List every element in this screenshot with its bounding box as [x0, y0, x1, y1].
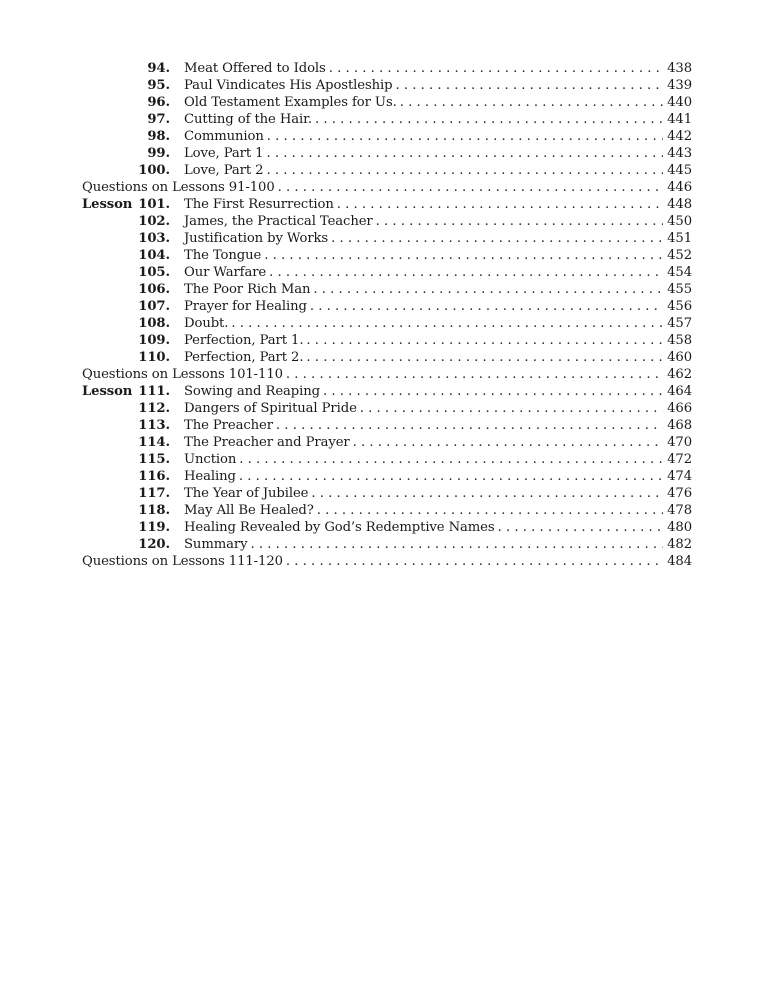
toc-leader-dots	[267, 128, 663, 145]
toc-page-number: 470	[667, 435, 692, 450]
toc-leader-dots	[239, 468, 663, 485]
toc-page-number: 451	[667, 231, 692, 246]
toc-lesson-prefix: Lesson	[82, 384, 133, 399]
toc-lesson-prefix: Lesson	[82, 197, 133, 212]
toc-lesson-title: Dangers of Spiritual Pride	[184, 401, 357, 416]
toc-lesson-row	[82, 383, 692, 400]
toc-lesson-row	[82, 315, 692, 332]
toc-page-number: 462	[667, 367, 692, 382]
toc-lesson-row	[82, 349, 692, 366]
toc-lesson-title: Love, Part 2	[184, 163, 264, 178]
toc-lesson-title: James, the Practical Teacher	[184, 214, 373, 229]
toc-page-number: 440	[667, 95, 692, 110]
toc-lesson-title: Old Testament Examples for Us.	[184, 95, 397, 110]
toc-lesson-number: 109.	[138, 333, 170, 348]
toc-page-number: 448	[667, 197, 692, 212]
toc-page-number: 468	[667, 418, 692, 433]
toc-lesson-row	[82, 196, 692, 213]
toc-lesson-title: Perfection, Part 1.	[184, 333, 304, 348]
toc-lesson-number: 99.	[147, 146, 170, 161]
toc-leader-dots	[239, 451, 663, 468]
toc-leader-dots	[353, 434, 663, 451]
toc-page-number: 476	[667, 486, 692, 501]
toc-leader-dots	[311, 485, 663, 502]
toc-section-title: Questions on Lessons 101-110	[82, 367, 283, 382]
toc-leader-dots	[323, 383, 663, 400]
toc-page-number: 450	[667, 214, 692, 229]
toc-lesson-row	[82, 536, 692, 553]
toc-leader-dots	[286, 553, 663, 570]
toc-leader-dots	[310, 298, 663, 315]
toc-page-number: 457	[667, 316, 692, 331]
toc-lesson-number: 95.	[147, 78, 170, 93]
toc-lesson-number: 114.	[138, 435, 170, 450]
toc-lesson-number: 96.	[147, 95, 170, 110]
toc-section-row	[82, 553, 692, 570]
toc-lesson-number: 120.	[138, 537, 170, 552]
toc-page-number: 474	[667, 469, 692, 484]
toc-lesson-number: 111.	[138, 384, 170, 399]
toc-lesson-title: Prayer for Healing	[184, 299, 307, 314]
toc-lesson-number: 106.	[138, 282, 170, 297]
toc-leader-dots	[329, 60, 663, 77]
toc-lesson-number: 98.	[147, 129, 170, 144]
toc-section-row	[82, 366, 692, 383]
table-of-contents	[82, 60, 692, 570]
toc-page-number: 442	[667, 129, 692, 144]
toc-lesson-title: The Year of Jubilee	[184, 486, 309, 501]
toc-lesson-title: Justification by Works	[184, 231, 329, 246]
toc-lesson-number: 113.	[138, 418, 170, 433]
toc-leader-dots	[231, 315, 663, 332]
toc-lesson-row	[82, 77, 692, 94]
toc-lesson-row	[82, 247, 692, 264]
toc-lesson-row	[82, 94, 692, 111]
toc-lesson-number: 107.	[138, 299, 170, 314]
toc-lesson-number: 116.	[138, 469, 170, 484]
toc-page-number: 439	[667, 78, 692, 93]
toc-lesson-title: The Poor Rich Man	[184, 282, 311, 297]
toc-page-number: 456	[667, 299, 692, 314]
toc-lesson-title: May All Be Healed?	[184, 503, 314, 518]
toc-lesson-title: The Preacher	[184, 418, 273, 433]
toc-lesson-row	[82, 400, 692, 417]
toc-lesson-title: Healing Revealed by God’s Redemptive Names	[184, 520, 495, 535]
toc-lesson-title: Paul Vindicates His Apostleship	[184, 78, 393, 93]
toc-section-title: Questions on Lessons 91-100	[82, 180, 275, 195]
toc-lesson-number: 100.	[138, 163, 170, 178]
toc-lesson-number: 110.	[138, 350, 170, 365]
toc-leader-dots	[286, 366, 663, 383]
toc-leader-dots	[315, 111, 663, 128]
toc-lesson-title: The Tongue	[184, 248, 262, 263]
toc-lesson-row	[82, 519, 692, 536]
toc-page-number: 443	[667, 146, 692, 161]
toc-section-row	[82, 179, 692, 196]
toc-lesson-row	[82, 230, 692, 247]
toc-lesson-title: Love, Part 1	[184, 146, 264, 161]
toc-lesson-row	[82, 264, 692, 281]
toc-lesson-row	[82, 281, 692, 298]
toc-lesson-row	[82, 213, 692, 230]
toc-page-number: 438	[667, 61, 692, 76]
toc-lesson-row	[82, 60, 692, 77]
toc-lesson-row	[82, 332, 692, 349]
toc-lesson-number: 104.	[138, 248, 170, 263]
toc-page-number: 482	[667, 537, 692, 552]
toc-lesson-number: 103.	[138, 231, 170, 246]
toc-page-number: 446	[667, 180, 692, 195]
toc-page-number: 484	[667, 554, 692, 569]
toc-lesson-row	[82, 111, 692, 128]
toc-lesson-title: Sowing and Reaping	[184, 384, 320, 399]
toc-lesson-title: Summary	[184, 537, 248, 552]
toc-page-number: 458	[667, 333, 692, 348]
toc-lesson-row	[82, 434, 692, 451]
toc-lesson-title: Doubt.	[184, 316, 229, 331]
toc-lesson-row	[82, 485, 692, 502]
toc-lesson-number: 105.	[138, 265, 170, 280]
toc-page-number: 455	[667, 282, 692, 297]
toc-page-number: 480	[667, 520, 692, 535]
toc-leader-dots	[306, 349, 663, 366]
toc-leader-dots	[306, 332, 663, 349]
toc-page-number: 478	[667, 503, 692, 518]
toc-leader-dots	[276, 417, 663, 434]
toc-lesson-number: 102.	[138, 214, 170, 229]
toc-leader-dots	[278, 179, 663, 196]
toc-lesson-row	[82, 468, 692, 485]
toc-leader-dots	[337, 196, 663, 213]
toc-leader-dots	[264, 247, 663, 264]
toc-lesson-title: The Preacher and Prayer	[184, 435, 350, 450]
toc-lesson-title: Cutting of the Hair.	[184, 112, 312, 127]
toc-lesson-number: 97.	[147, 112, 170, 127]
toc-leader-dots	[317, 502, 663, 519]
toc-leader-dots	[376, 213, 663, 230]
toc-leader-dots	[396, 77, 663, 94]
toc-leader-dots	[266, 145, 663, 162]
toc-lesson-title: Communion	[184, 129, 264, 144]
toc-lesson-row	[82, 162, 692, 179]
toc-lesson-row	[82, 417, 692, 434]
toc-lesson-number: 94.	[147, 61, 170, 76]
toc-page-number: 452	[667, 248, 692, 263]
toc-lesson-title: Meat Offered to Idols	[184, 61, 326, 76]
toc-lesson-number: 101.	[138, 197, 170, 212]
toc-lesson-row	[82, 298, 692, 315]
toc-lesson-number: 117.	[138, 486, 170, 501]
toc-section-title: Questions on Lessons 111-120	[82, 554, 283, 569]
toc-lesson-title: Healing	[184, 469, 236, 484]
toc-lesson-number: 115.	[138, 452, 170, 467]
toc-leader-dots	[498, 519, 663, 536]
toc-leader-dots	[266, 162, 663, 179]
toc-lesson-number: 119.	[138, 520, 170, 535]
toc-leader-dots	[331, 230, 663, 247]
toc-lesson-row	[82, 451, 692, 468]
toc-lesson-row	[82, 502, 692, 519]
toc-page-number: 466	[667, 401, 692, 416]
toc-lesson-title: Unction	[184, 452, 237, 467]
toc-leader-dots	[269, 264, 663, 281]
toc-page-number: 460	[667, 350, 692, 365]
toc-leader-dots	[400, 94, 663, 111]
toc-lesson-row	[82, 128, 692, 145]
toc-lesson-row	[82, 145, 692, 162]
toc-lesson-number: 112.	[138, 401, 170, 416]
toc-lesson-title: Our Warfare	[184, 265, 267, 280]
toc-page-number: 464	[667, 384, 692, 399]
toc-page-number: 472	[667, 452, 692, 467]
toc-lesson-title: Perfection, Part 2.	[184, 350, 304, 365]
toc-lesson-title: The First Resurrection	[184, 197, 334, 212]
toc-leader-dots	[313, 281, 663, 298]
toc-lesson-number: 108.	[138, 316, 170, 331]
toc-page-number: 454	[667, 265, 692, 280]
toc-page-number: 445	[667, 163, 692, 178]
toc-leader-dots	[250, 536, 663, 553]
toc-lesson-number: 118.	[138, 503, 170, 518]
toc-page-number: 441	[667, 112, 692, 127]
toc-leader-dots	[360, 400, 663, 417]
